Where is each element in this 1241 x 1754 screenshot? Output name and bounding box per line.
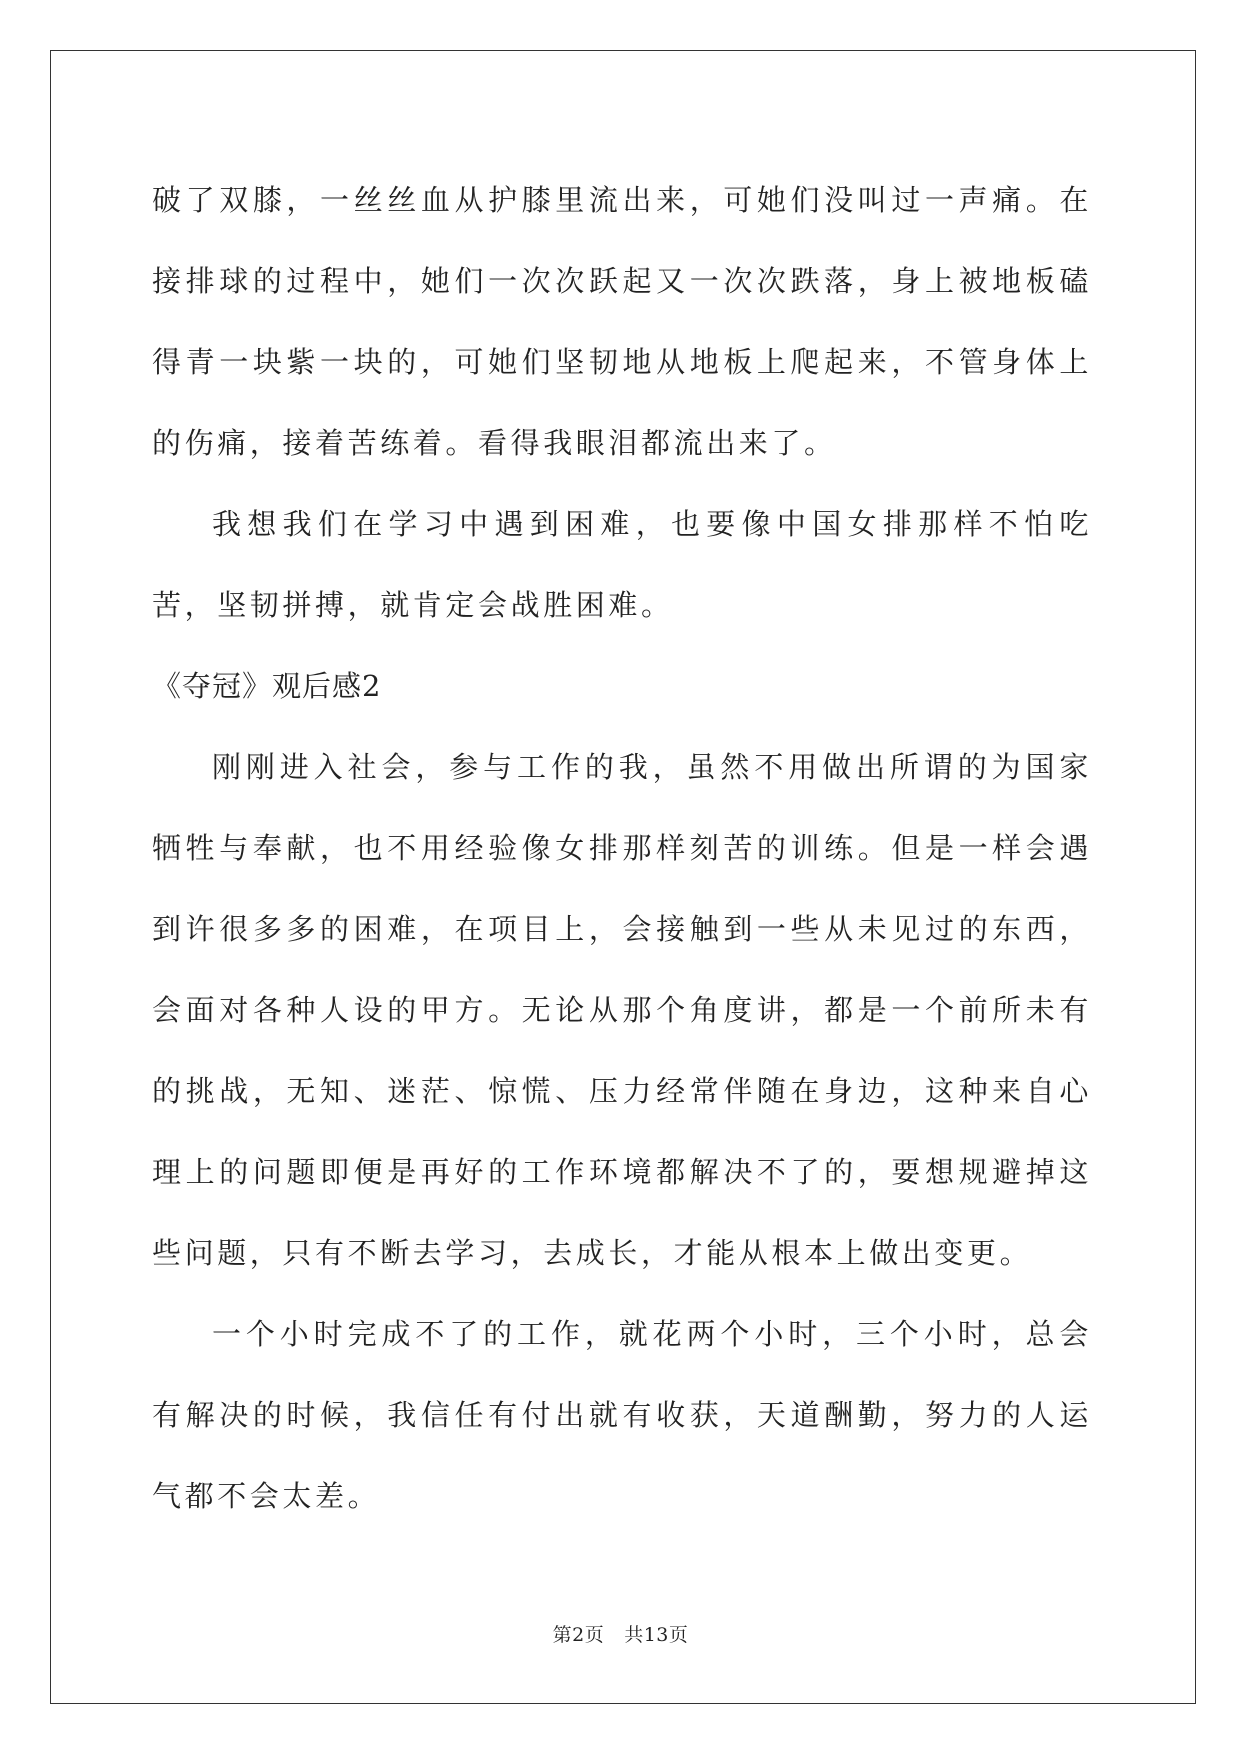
page-total: 共13页 [624, 1624, 689, 1646]
paragraph-3: 刚刚进入社会，参与工作的我，虽然不用做出所谓的为国家牺牲与奉献，也不用经验像女排那样刻苦的训练。但是一样会遇到许很多多的困难，在项目上，会接触到一些从未见过的东西，会面对各种人设的甲方。无论从那个角度讲，都是一个前所未有的挑战，无知、迷茫、惊慌、压力经常伴随在身边，这种来自心理上的问题即便是再好的工作环境都解决不了的，要想规避掉这些问题，只有不断去学习，去成长，才能从根本上做出变更。 [152, 750, 1092, 1270]
page-number: 第2页 [552, 1624, 605, 1646]
document-body [152, 160, 1092, 1537]
paragraph-2: 我想我们在学习中遇到困难，也要像中国女排那样不怕吃苦，坚韧拼搏，就肯定会战胜困难。 [152, 507, 1092, 622]
section-heading: 《夺冠》观后感2 [152, 669, 382, 703]
paragraph-4: 一个小时完成不了的工作，就花两个小时，三个小时，总会有解决的时候，我信任有付出就有收获，天道酬勤，努力的人运气都不会太差。 [152, 1317, 1092, 1513]
paragraph-1: 破了双膝，一丝丝血从护膝里流出来，可她们没叫过一声痛。在接排球的过程中，她们一次次跃起又一次次跌落，身上被地板磕得青一块紫一块的，可她们坚韧地从地板上爬起来，不管身体上的伤痛，接着苦练着。看得我眼泪都流出来了。 [152, 183, 1092, 460]
page-footer [0, 1620, 1241, 1647]
